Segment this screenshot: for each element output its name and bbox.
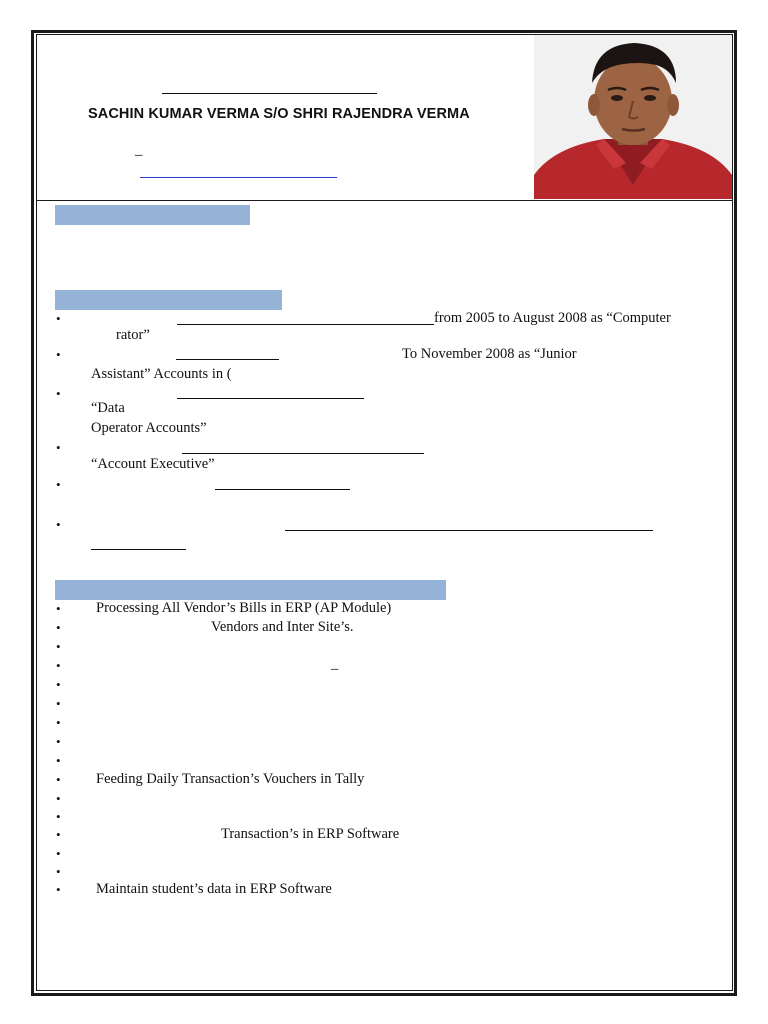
list-bullet: • <box>56 809 61 824</box>
experience-2: To November 2008 as “Junior <box>402 346 577 362</box>
list-bullet: • <box>56 696 61 711</box>
experience-3-a: “Data <box>91 400 125 416</box>
list-bullet: • <box>56 620 61 635</box>
list-bullet: • <box>56 791 61 806</box>
list-bullet: • <box>56 639 61 654</box>
duty-1: Processing All Vendor’s Bills in ERP (AP Module) <box>96 600 392 616</box>
profile-photo <box>534 35 732 199</box>
duty-4: _ <box>331 656 339 672</box>
duty-2: Vendors and Inter Site’s. <box>211 619 354 635</box>
list-bullet: • <box>56 440 61 455</box>
blank-line <box>176 359 279 360</box>
header-dash: _ <box>135 142 143 158</box>
header-rule <box>162 93 377 94</box>
blank-line <box>215 489 350 490</box>
section-heading-responsibilities <box>55 580 446 600</box>
section-heading-experience <box>55 290 282 310</box>
duty-13: Transaction’s in ERP Software <box>221 826 400 842</box>
experience-3-b: Operator Accounts” <box>91 420 207 436</box>
blank-line <box>177 324 434 325</box>
blank-line <box>177 398 364 399</box>
list-bullet: • <box>56 846 61 861</box>
list-bullet: • <box>56 477 61 492</box>
list-bullet: • <box>56 677 61 692</box>
list-bullet: • <box>56 734 61 749</box>
duty-10: Feeding Daily Transaction’s Vouchers in Tally <box>96 771 365 787</box>
list-bullet: • <box>56 311 61 326</box>
email-link-underline[interactable] <box>140 177 337 178</box>
list-bullet: • <box>56 658 61 673</box>
list-bullet: • <box>56 864 61 879</box>
list-bullet: • <box>56 517 61 532</box>
list-bullet: • <box>56 827 61 842</box>
candidate-name: SACHIN KUMAR VERMA S/O SHRI RAJENDRA VERMA <box>88 106 470 122</box>
header-divider <box>37 200 733 201</box>
blank-line <box>285 530 653 531</box>
experience-2-cont: Assistant” Accounts in ( <box>91 366 232 382</box>
list-bullet: • <box>56 772 61 787</box>
blank-line <box>182 453 424 454</box>
list-bullet: • <box>56 715 61 730</box>
experience-1-cont: rator” <box>116 327 150 343</box>
experience-1: from 2005 to August 2008 as “Computer <box>434 310 671 326</box>
list-bullet: • <box>56 347 61 362</box>
duty-16: Maintain student’s data in ERP Software <box>96 881 332 897</box>
list-bullet: • <box>56 882 61 897</box>
list-bullet: • <box>56 386 61 401</box>
list-bullet: • <box>56 753 61 768</box>
experience-4-cont: “Account Executive” <box>91 456 215 472</box>
list-bullet: • <box>56 601 61 616</box>
blank-line <box>91 549 186 550</box>
section-heading-objective <box>55 205 250 225</box>
